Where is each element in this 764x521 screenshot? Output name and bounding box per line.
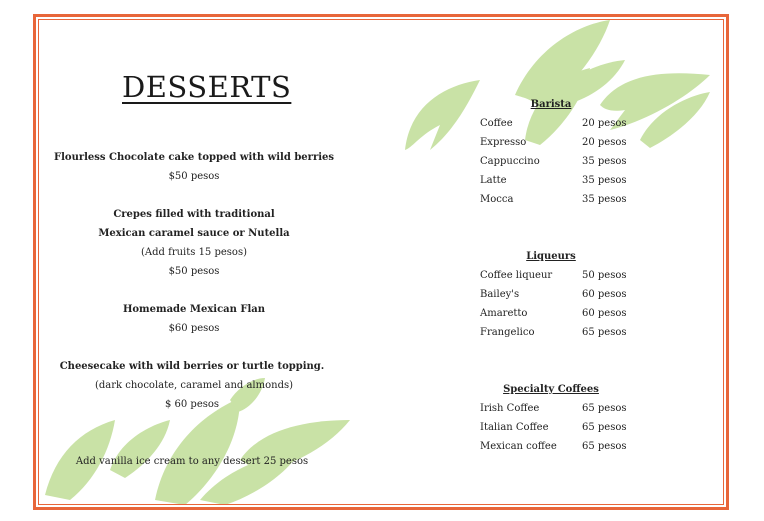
specialty-item-price: 65 pesos xyxy=(582,403,627,414)
liqueur-item-name: Frangelico xyxy=(480,327,535,338)
liqueur-item-name: Coffee liqueur xyxy=(480,270,553,281)
barista-item-name: Latte xyxy=(480,175,507,186)
specialty-item-price: 65 pesos xyxy=(582,422,627,433)
barista-item-name: Cappuccino xyxy=(480,156,540,167)
barista-item-price: 20 pesos xyxy=(582,118,627,129)
barista-item-price: 20 pesos xyxy=(582,137,627,148)
barista-item-price: 35 pesos xyxy=(582,175,627,186)
barista-item-name: Mocca xyxy=(480,194,514,205)
specialty-coffees-heading: Specialty Coffees xyxy=(503,384,599,395)
liqueur-item-price: 65 pesos xyxy=(582,327,627,338)
dessert-item-price: $ 60 pesos xyxy=(164,399,220,410)
specialty-item-name: Mexican coffee xyxy=(480,441,557,452)
barista-item-price: 35 pesos xyxy=(582,156,627,167)
liqueur-item-name: Bailey's xyxy=(480,289,520,300)
liqueurs-heading: Liqueurs xyxy=(526,251,576,262)
dessert-footer-note: Add vanilla ice cream to any dessert 25 pesos xyxy=(75,456,309,467)
liqueur-item-price: 50 pesos xyxy=(582,270,627,281)
dessert-item-name: Homemade Mexican Flan xyxy=(122,304,266,315)
dessert-item-price: $50 pesos xyxy=(168,171,220,182)
liqueur-item-price: 60 pesos xyxy=(582,308,627,319)
specialty-item-price: 65 pesos xyxy=(582,441,627,452)
dessert-item-name: Mexican caramel sauce or Nutella xyxy=(98,228,290,239)
barista-heading: Barista xyxy=(530,99,572,110)
dessert-item-price: $50 pesos xyxy=(168,266,220,277)
dessert-item-name: Crepes filled with traditional xyxy=(113,209,275,220)
dessert-item-note: (Add fruits 15 pesos) xyxy=(141,247,247,258)
page-title: DESSERTS xyxy=(122,70,292,104)
barista-item-name: Coffee xyxy=(480,118,513,129)
barista-item-name: Expresso xyxy=(480,137,527,148)
dessert-item-note: (dark chocolate, caramel and almonds) xyxy=(94,380,294,391)
liqueur-item-price: 60 pesos xyxy=(582,289,627,300)
barista-item-price: 35 pesos xyxy=(582,194,627,205)
dessert-item-price: $60 pesos xyxy=(168,323,220,334)
liqueur-item-name: Amaretto xyxy=(480,308,528,319)
dessert-item-name: Flourless Chocolate cake topped with wild berries xyxy=(54,152,334,163)
specialty-item-name: Irish Coffee xyxy=(480,403,540,414)
specialty-item-name: Italian Coffee xyxy=(480,422,549,433)
dessert-item-name: Cheesecake with wild berries or turtle topping. xyxy=(59,361,325,372)
